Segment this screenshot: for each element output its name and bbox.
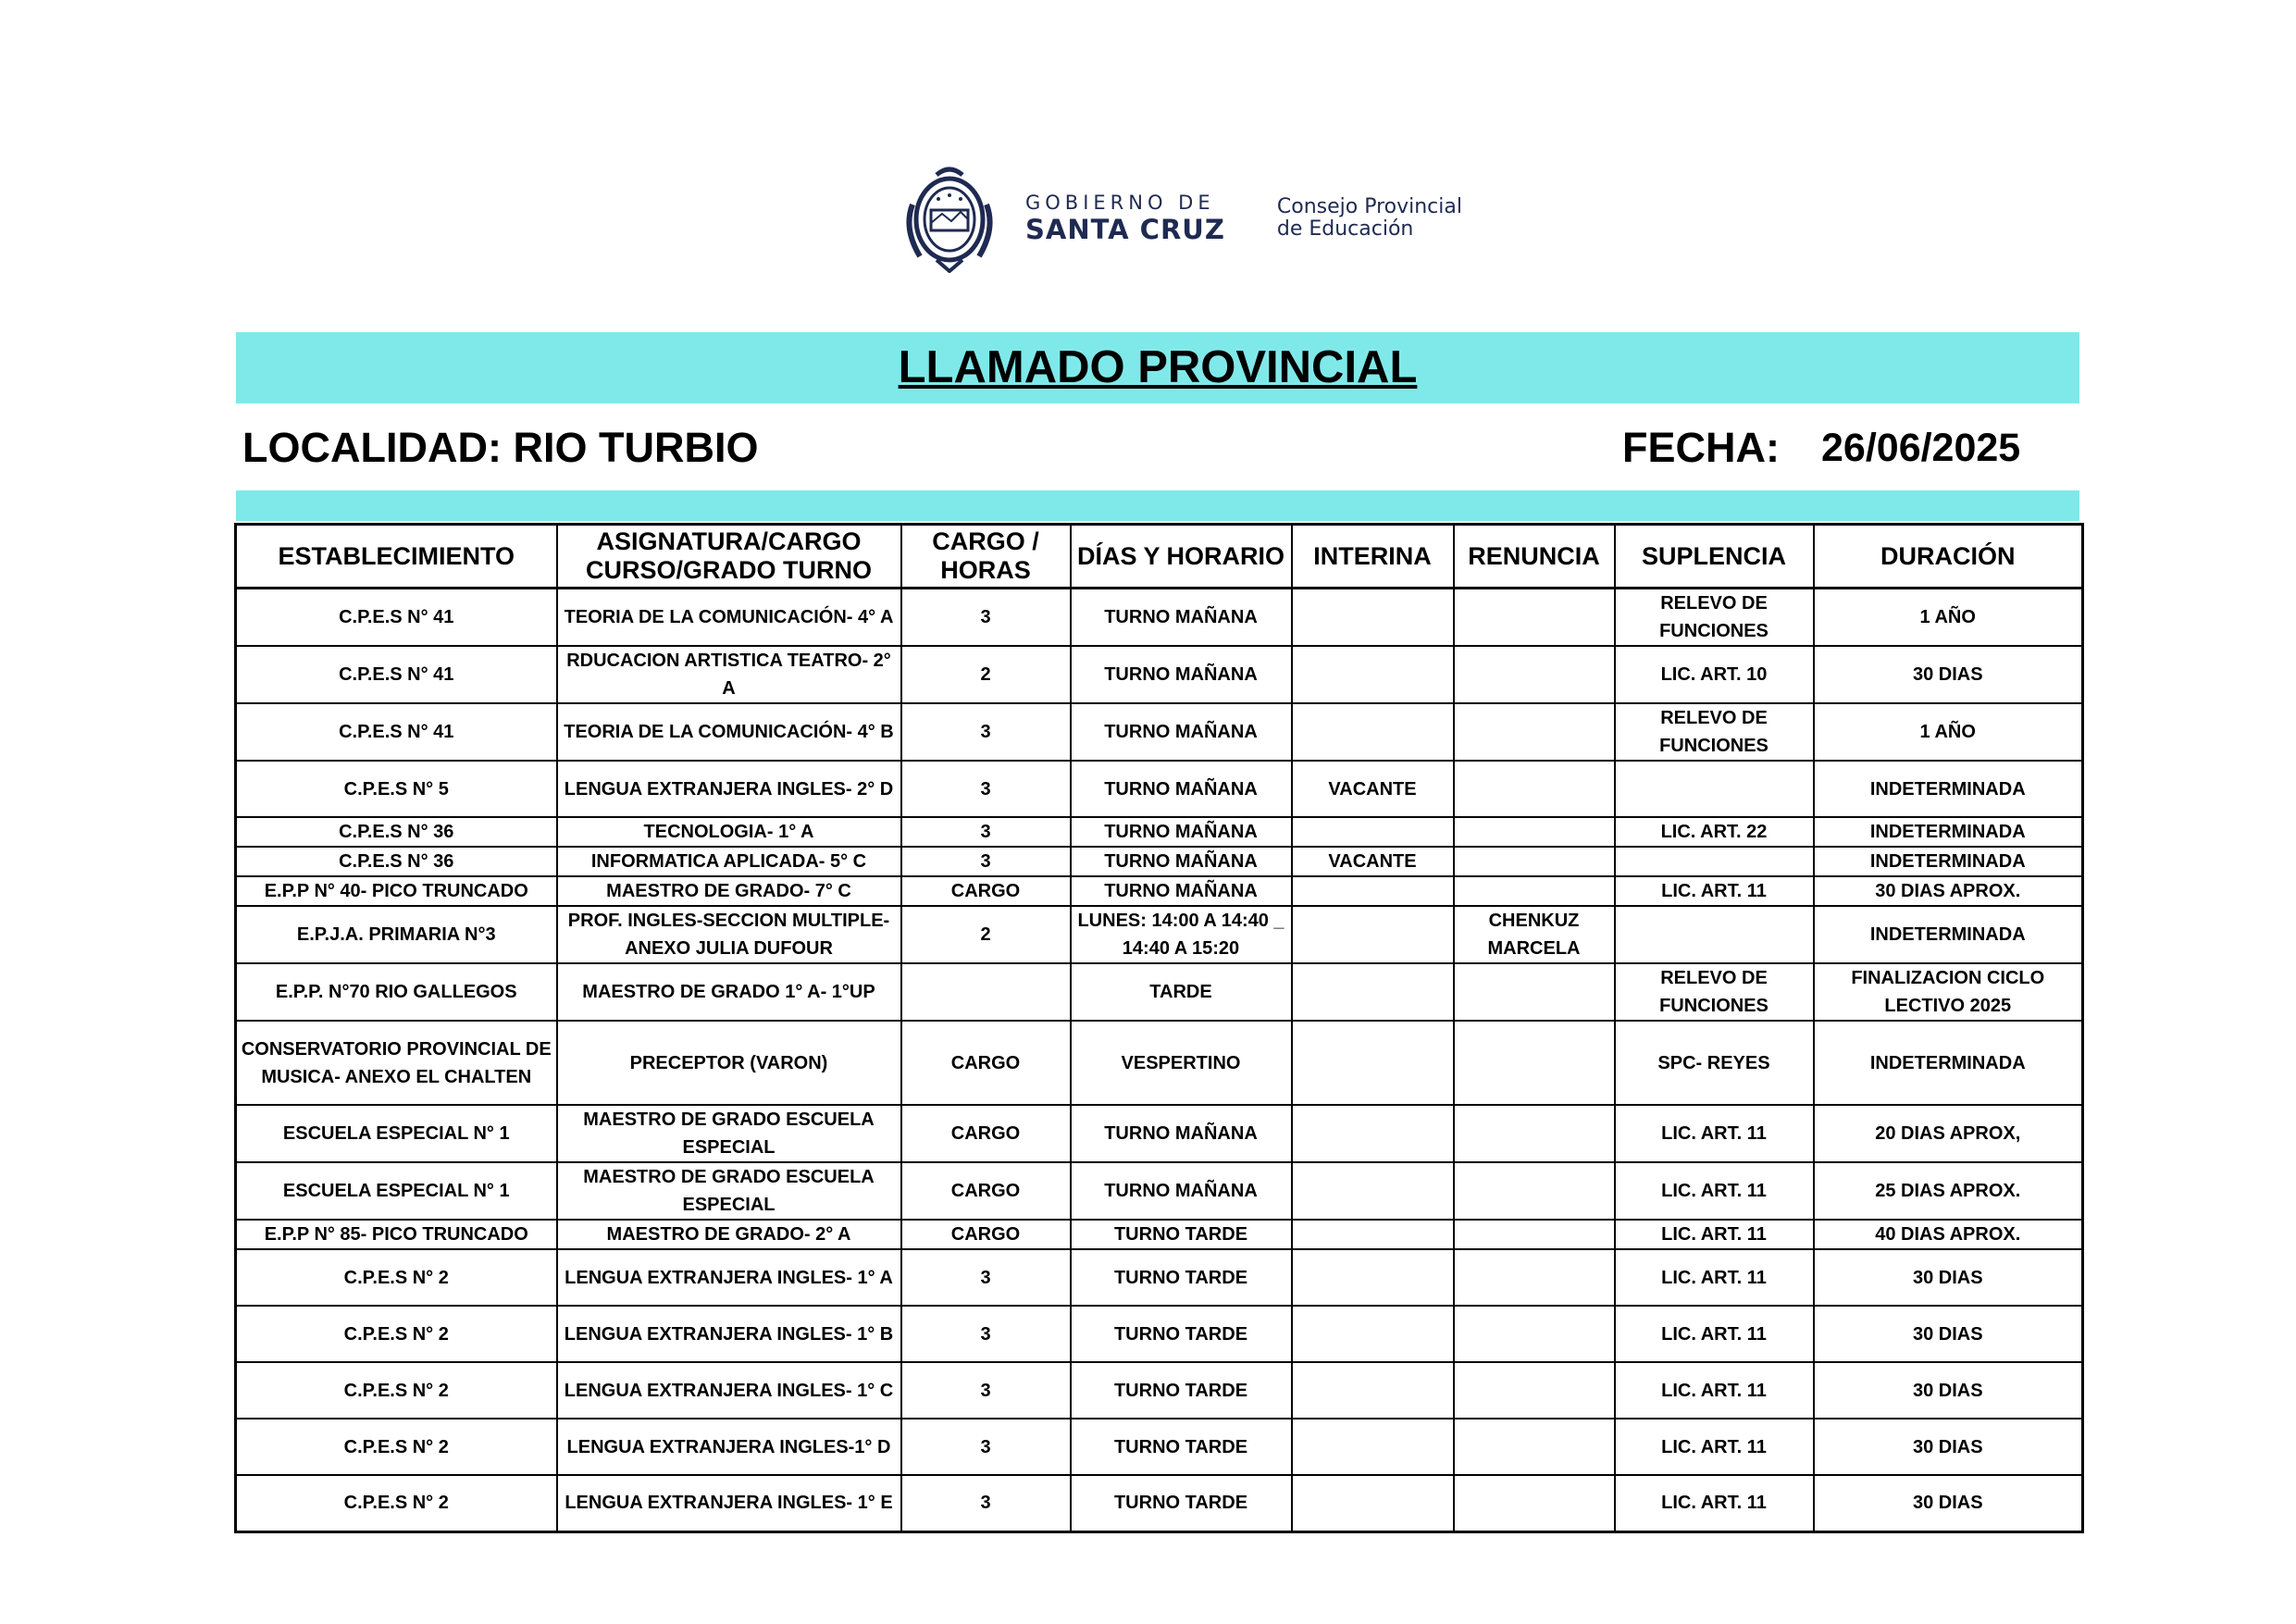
table-cell: TURNO MAÑANA bbox=[1071, 876, 1292, 906]
table-cell bbox=[1454, 1362, 1615, 1419]
col-header: ESTABLECIMIENTO bbox=[236, 525, 557, 589]
title-band bbox=[236, 332, 2079, 403]
table-cell: TURNO MAÑANA bbox=[1071, 703, 1292, 761]
table-cell: LENGUA EXTRANJERA INGLES- 1° E bbox=[557, 1475, 901, 1531]
santa-cruz-line: SANTA CRUZ bbox=[1025, 214, 1225, 245]
table-cell: LIC. ART. 11 bbox=[1615, 1220, 1814, 1249]
table-cell: MAESTRO DE GRADO 1° A- 1°UP bbox=[557, 963, 901, 1021]
col-header: INTERINA bbox=[1292, 525, 1454, 589]
page-title: LLAMADO PROVINCIAL bbox=[898, 342, 1418, 392]
table-cell: INDETERMINADA bbox=[1814, 817, 2083, 847]
table-cell: CARGO bbox=[901, 1021, 1071, 1105]
table-cell: 30 DIAS bbox=[1814, 1419, 2083, 1475]
col-header: DÍAS Y HORARIO bbox=[1071, 525, 1292, 589]
table-cell: TECNOLOGIA- 1° A bbox=[557, 817, 901, 847]
table-cell: VACANTE bbox=[1292, 847, 1454, 876]
table-cell: INFORMATICA APLICADA- 5° C bbox=[557, 847, 901, 876]
table-cell: 30 DIAS bbox=[1814, 646, 2083, 703]
table-cell: 3 bbox=[901, 847, 1071, 876]
col-header: RENUNCIA bbox=[1454, 525, 1615, 589]
table-cell: TEORIA DE LA COMUNICACIÓN- 4° B bbox=[557, 703, 901, 761]
table-cell: PROF. INGLES-SECCION MULTIPLE- ANEXO JULIA DUFOUR bbox=[557, 906, 901, 963]
table-cell bbox=[1292, 1162, 1454, 1220]
table-cell: TEORIA DE LA COMUNICACIÓN- 4° A bbox=[557, 589, 901, 647]
table-cell: 1 AÑO bbox=[1814, 589, 2083, 647]
table-cell: 3 bbox=[901, 589, 1071, 647]
gobierno-wordmark bbox=[1025, 193, 1225, 243]
table-cell: 3 bbox=[901, 761, 1071, 817]
table-cell: TURNO MAÑANA bbox=[1071, 589, 1292, 647]
table-cell: C.P.E.S N° 2 bbox=[236, 1249, 557, 1306]
table-cell: TURNO TARDE bbox=[1071, 1249, 1292, 1306]
table-cell: TURNO TARDE bbox=[1071, 1306, 1292, 1362]
table-cell: C.P.E.S N° 5 bbox=[236, 761, 557, 817]
table-cell bbox=[1292, 1306, 1454, 1362]
table-cell: TURNO MAÑANA bbox=[1071, 1105, 1292, 1162]
table-cell bbox=[1292, 906, 1454, 963]
table-cell: 1 AÑO bbox=[1814, 703, 2083, 761]
gobierno-line: GOBIERNO DE bbox=[1025, 192, 1215, 214]
table-cell: C.P.E.S N° 2 bbox=[236, 1362, 557, 1419]
table-cell bbox=[1454, 646, 1615, 703]
table-cell: LIC. ART. 11 bbox=[1615, 1362, 1814, 1419]
table-header-row bbox=[236, 525, 2083, 589]
table-cell: INDETERMINADA bbox=[1814, 847, 2083, 876]
table-cell: E.P.P. N°70 RIO GALLEGOS bbox=[236, 963, 557, 1021]
col-header: CARGO / HORAS bbox=[901, 525, 1071, 589]
table-cell: CARGO bbox=[901, 1220, 1071, 1249]
table-cell: LIC. ART. 10 bbox=[1615, 646, 1814, 703]
table-cell: TURNO TARDE bbox=[1071, 1419, 1292, 1475]
table-cell: E.P.P N° 40- PICO TRUNCADO bbox=[236, 876, 557, 906]
table-cell: INDETERMINADA bbox=[1814, 761, 2083, 817]
table-cell: C.P.E.S N° 41 bbox=[236, 589, 557, 647]
table-cell bbox=[1454, 817, 1615, 847]
table-row bbox=[236, 1362, 2083, 1419]
table-cell bbox=[1454, 963, 1615, 1021]
table-cell: MAESTRO DE GRADO ESCUELA ESPECIAL bbox=[557, 1105, 901, 1162]
table-cell bbox=[1292, 1475, 1454, 1531]
table-cell: TURNO MAÑANA bbox=[1071, 847, 1292, 876]
table-cell: LENGUA EXTRANJERA INGLES-1° D bbox=[557, 1419, 901, 1475]
table-cell: C.P.E.S N° 2 bbox=[236, 1306, 557, 1362]
table-cell: ESCUELA ESPECIAL N° 1 bbox=[236, 1162, 557, 1220]
consejo-wordmark bbox=[1277, 196, 1462, 241]
table-row bbox=[236, 1220, 2083, 1249]
table-cell: LENGUA EXTRANJERA INGLES- 1° A bbox=[557, 1249, 901, 1306]
table-cell bbox=[1292, 1249, 1454, 1306]
table-cell: 2 bbox=[901, 646, 1071, 703]
table-cell: 30 DIAS APROX. bbox=[1814, 876, 2083, 906]
table-row bbox=[236, 847, 2083, 876]
table-cell bbox=[1454, 1105, 1615, 1162]
table-cell: 3 bbox=[901, 703, 1071, 761]
table-cell bbox=[1454, 1021, 1615, 1105]
table-cell: 20 DIAS APROX, bbox=[1814, 1105, 2083, 1162]
table-cell: MAESTRO DE GRADO ESCUELA ESPECIAL bbox=[557, 1162, 901, 1220]
table-cell: TURNO TARDE bbox=[1071, 1220, 1292, 1249]
llamado-table bbox=[234, 523, 2084, 1533]
table-cell: TURNO MAÑANA bbox=[1071, 761, 1292, 817]
table-cell: CHENKUZ MARCELA bbox=[1454, 906, 1615, 963]
table-cell: LIC. ART. 11 bbox=[1615, 1306, 1814, 1362]
table-cell: ESCUELA ESPECIAL N° 1 bbox=[236, 1105, 557, 1162]
table-cell: C.P.E.S N° 36 bbox=[236, 817, 557, 847]
table-cell bbox=[901, 963, 1071, 1021]
table-cell: LENGUA EXTRANJERA INGLES- 1° B bbox=[557, 1306, 901, 1362]
table-row bbox=[236, 906, 2083, 963]
table-cell: C.P.E.S N° 36 bbox=[236, 847, 557, 876]
table-cell: VACANTE bbox=[1292, 761, 1454, 817]
consejo-line1: Consejo Provincial bbox=[1276, 195, 1462, 218]
table-cell: SPC- REYES bbox=[1615, 1021, 1814, 1105]
table-cell: VESPERTINO bbox=[1071, 1021, 1292, 1105]
table-cell: LIC. ART. 11 bbox=[1615, 1249, 1814, 1306]
table-row bbox=[236, 817, 2083, 847]
table-cell: 3 bbox=[901, 1249, 1071, 1306]
table-cell: 3 bbox=[901, 1362, 1071, 1419]
table-cell: 3 bbox=[901, 1475, 1071, 1531]
table-cell: LENGUA EXTRANJERA INGLES- 1° C bbox=[557, 1362, 901, 1419]
table-cell bbox=[1292, 646, 1454, 703]
table-cell: 40 DIAS APROX. bbox=[1814, 1220, 2083, 1249]
table-cell: 3 bbox=[901, 1306, 1071, 1362]
table-cell bbox=[1454, 589, 1615, 647]
table-cell: TURNO MAÑANA bbox=[1071, 646, 1292, 703]
table-cell: 30 DIAS bbox=[1814, 1249, 2083, 1306]
table-cell bbox=[1454, 1419, 1615, 1475]
table-cell: CARGO bbox=[901, 1105, 1071, 1162]
table-cell bbox=[1292, 1419, 1454, 1475]
table-cell bbox=[1454, 1220, 1615, 1249]
table-cell: C.P.E.S N° 41 bbox=[236, 646, 557, 703]
table-cell: LIC. ART. 11 bbox=[1615, 1105, 1814, 1162]
table-cell: MAESTRO DE GRADO- 2° A bbox=[557, 1220, 901, 1249]
table-cell bbox=[1615, 906, 1814, 963]
header-logo bbox=[900, 163, 1462, 274]
table-cell: C.P.E.S N° 2 bbox=[236, 1475, 557, 1531]
table-cell: INDETERMINADA bbox=[1814, 1021, 2083, 1105]
table-row bbox=[236, 646, 2083, 703]
separator-band bbox=[236, 490, 2079, 521]
table-cell: LIC. ART. 11 bbox=[1615, 1475, 1814, 1531]
table-row bbox=[236, 1021, 2083, 1105]
table-cell bbox=[1454, 876, 1615, 906]
col-header: ASIGNATURA/CARGO CURSO/GRADO TURNO bbox=[557, 525, 901, 589]
table-cell bbox=[1454, 847, 1615, 876]
table-cell: TURNO MAÑANA bbox=[1071, 817, 1292, 847]
consejo-line2: de Educación bbox=[1276, 217, 1414, 241]
table-cell: RELEVO DE FUNCIONES bbox=[1615, 589, 1814, 647]
localidad-label: LOCALIDAD: RIO TURBIO bbox=[242, 424, 759, 471]
table-cell bbox=[1292, 817, 1454, 847]
table-row bbox=[236, 1162, 2083, 1220]
table-cell bbox=[1292, 963, 1454, 1021]
table-cell bbox=[1454, 1475, 1615, 1531]
table-cell: LIC. ART. 11 bbox=[1615, 1162, 1814, 1220]
table-row bbox=[236, 761, 2083, 817]
table-cell bbox=[1454, 1249, 1615, 1306]
table-row bbox=[236, 963, 2083, 1021]
table-cell bbox=[1292, 1021, 1454, 1105]
col-header: DURACIÓN bbox=[1814, 525, 2083, 589]
table-row bbox=[236, 589, 2083, 647]
santa-cruz-seal-icon bbox=[900, 164, 999, 273]
fecha-label: FECHA: bbox=[1622, 424, 1780, 471]
table-cell: CARGO bbox=[901, 876, 1071, 906]
table-cell: TURNO MAÑANA bbox=[1071, 1162, 1292, 1220]
table-cell: C.P.E.S N° 41 bbox=[236, 703, 557, 761]
table-row bbox=[236, 1105, 2083, 1162]
col-header: SUPLENCIA bbox=[1615, 525, 1814, 589]
table-cell: CONSERVATORIO PROVINCIAL DE MUSICA- ANEXO EL CHALTEN bbox=[236, 1021, 557, 1105]
table-row bbox=[236, 876, 2083, 906]
table-cell: LIC. ART. 22 bbox=[1615, 817, 1814, 847]
table-cell bbox=[1454, 761, 1615, 817]
table-cell: RELEVO DE FUNCIONES bbox=[1615, 963, 1814, 1021]
table-cell: RELEVO DE FUNCIONES bbox=[1615, 703, 1814, 761]
table-cell bbox=[1615, 761, 1814, 817]
table-cell bbox=[1292, 1362, 1454, 1419]
table-cell bbox=[1454, 1162, 1615, 1220]
table-cell: 30 DIAS bbox=[1814, 1475, 2083, 1531]
table-cell: CARGO bbox=[901, 1162, 1071, 1220]
table-cell: INDETERMINADA bbox=[1814, 906, 2083, 963]
fecha-value: 26/06/2025 bbox=[1821, 426, 2021, 470]
table-cell: TURNO TARDE bbox=[1071, 1475, 1292, 1531]
table-row bbox=[236, 1419, 2083, 1475]
table-cell bbox=[1615, 847, 1814, 876]
table-cell: FINALIZACION CICLO LECTIVO 2025 bbox=[1814, 963, 2083, 1021]
table-cell: 25 DIAS APROX. bbox=[1814, 1162, 2083, 1220]
table-cell: TARDE bbox=[1071, 963, 1292, 1021]
table-cell: E.P.P N° 85- PICO TRUNCADO bbox=[236, 1220, 557, 1249]
table-cell: LIC. ART. 11 bbox=[1615, 1419, 1814, 1475]
table-row bbox=[236, 1475, 2083, 1531]
table-cell bbox=[1292, 589, 1454, 647]
table-cell bbox=[1292, 876, 1454, 906]
table-cell bbox=[1292, 1105, 1454, 1162]
table-cell: LIC. ART. 11 bbox=[1615, 876, 1814, 906]
table-cell bbox=[1292, 1220, 1454, 1249]
table-row bbox=[236, 1249, 2083, 1306]
table-row bbox=[236, 703, 2083, 761]
table-cell: PRECEPTOR (VARON) bbox=[557, 1021, 901, 1105]
table-cell: E.P.J.A. PRIMARIA N°3 bbox=[236, 906, 557, 963]
table-cell bbox=[1454, 703, 1615, 761]
table-cell: 3 bbox=[901, 817, 1071, 847]
table-cell: RDUCACION ARTISTICA TEATRO- 2° A bbox=[557, 646, 901, 703]
table-cell: LENGUA EXTRANJERA INGLES- 2° D bbox=[557, 761, 901, 817]
table-cell: 30 DIAS bbox=[1814, 1362, 2083, 1419]
table-cell bbox=[1292, 703, 1454, 761]
table-cell: 2 bbox=[901, 906, 1071, 963]
table-cell: TURNO TARDE bbox=[1071, 1362, 1292, 1419]
table-cell: C.P.E.S N° 2 bbox=[236, 1419, 557, 1475]
table-cell bbox=[1454, 1306, 1615, 1362]
table-cell: LUNES: 14:00 A 14:40 _ 14:40 A 15:20 bbox=[1071, 906, 1292, 963]
table-cell: 30 DIAS bbox=[1814, 1306, 2083, 1362]
table-cell: 3 bbox=[901, 1419, 1071, 1475]
table-cell: MAESTRO DE GRADO- 7° C bbox=[557, 876, 901, 906]
table-row bbox=[236, 1306, 2083, 1362]
